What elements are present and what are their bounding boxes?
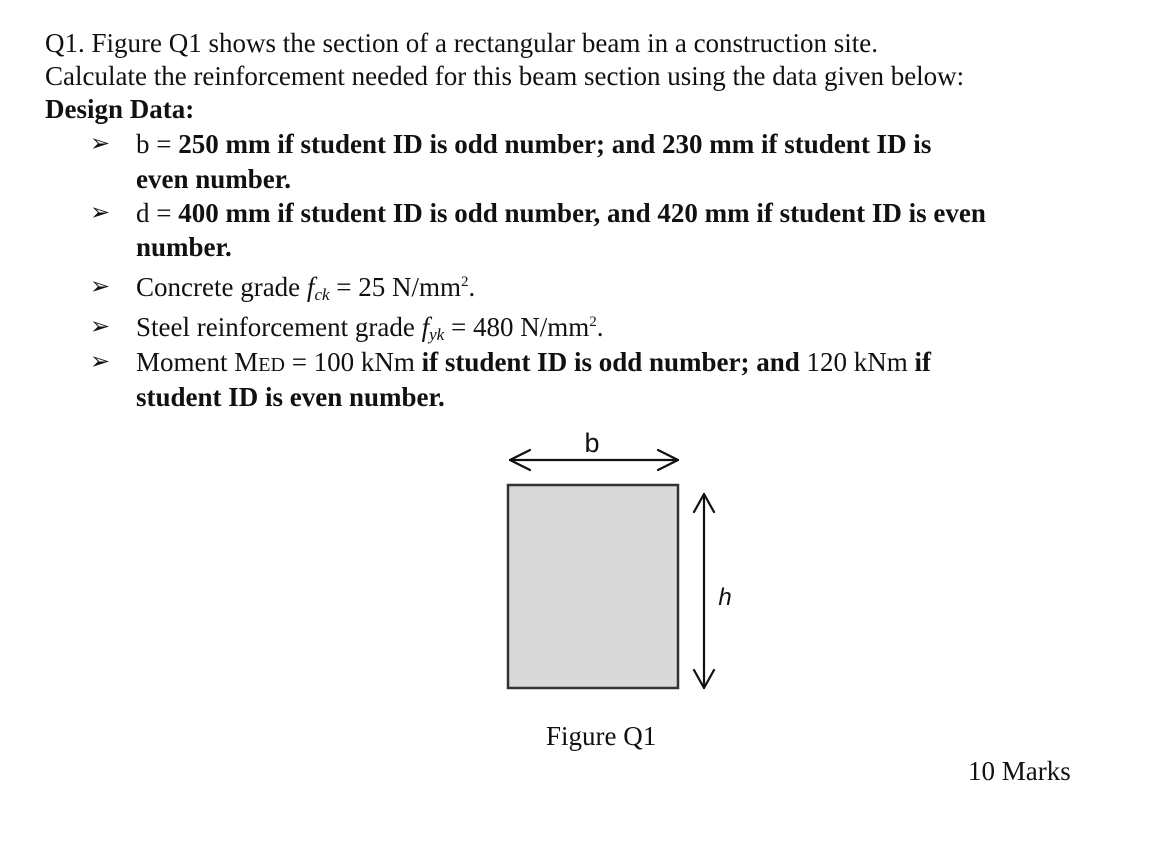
concrete-end: . [468,272,476,302]
moment-label: Moment M [136,347,259,377]
concrete-sup: 2 [461,274,469,290]
h-label: h [718,584,732,611]
steel-sub: yk [429,325,445,344]
marks-label: 10 Marks [968,756,1071,786]
concrete-var: f [306,272,315,302]
moment-if: if [914,347,932,377]
steel-value: = 480 N/mm [444,312,590,342]
bullet-arrow-icon: ➢ [90,314,111,340]
concrete-value: = 25 N/mm [329,272,462,302]
concrete-label: Concrete grade [136,272,307,302]
moment-sub: ED [258,354,285,376]
bullet-arrow-icon: ➢ [90,131,111,157]
moment-eq: = 100 kNm [284,347,422,377]
steel-var: f [421,312,430,342]
bullet-b-text-cont: even number. [136,164,292,194]
steel-sup: 2 [589,314,597,330]
bullet-arrow-icon: ➢ [90,349,111,375]
bullet-d-symbol: d = [136,198,179,228]
concrete-sub: ck [314,285,330,304]
bullet-arrow-icon: ➢ [90,274,111,300]
question-line-1: Q1. Figure Q1 shows the section of a rectangular beam in a construction site. [45,28,879,58]
bullet-d-text: 400 mm if student ID is odd number, and 420 mm if student ID is even [178,198,986,228]
question-line-2: Calculate the reinforcement needed for this beam section using the data given below: [45,61,965,91]
steel-label: Steel reinforcement grade [136,312,422,342]
bullet-b-text: 250 mm if student ID is odd number; and 230 mm if student ID is [178,129,932,159]
moment-even-text: student ID is even number. [136,382,445,412]
b-label: b [584,428,600,458]
design-data-heading: Design Data: [45,94,195,124]
moment-val2: 120 kNm [799,347,915,377]
bullet-arrow-icon: ➢ [90,200,111,226]
bullet-b-symbol: b = [136,129,179,159]
h-dimension-arrow [694,494,714,688]
bullet-d-text-cont: number. [136,232,232,262]
moment-odd-text: if student ID is odd number; and [421,347,800,377]
beam-rectangle [508,485,678,688]
figure-caption: Figure Q1 [546,721,657,751]
steel-end: . [596,312,604,342]
